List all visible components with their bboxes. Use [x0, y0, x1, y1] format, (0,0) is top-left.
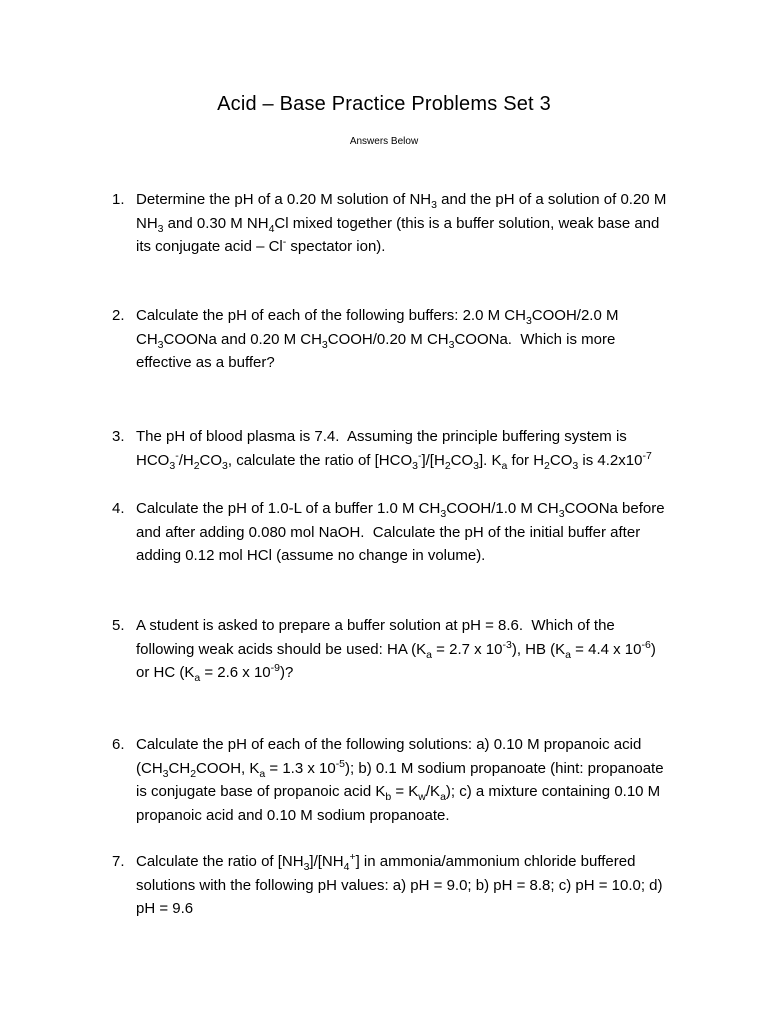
problem-number: 5.: [112, 617, 125, 634]
problem-3: [112, 425, 672, 472]
problem-text: A student is asked to prepare a buffer solution at pH = 8.6. Which of the following weak acids should be used: HA ($K_a = 2.7$ x $10^{-3}$), HB ($K_a = 4.4$ x $10^{-6}$) or HC ($K_a = 2.6$ x $10^{-9}$)?: [136, 617, 656, 685]
problem-text: Calculate the ratio of $[NH_3]/[NH_4^+]$ in ammonia/ammonium chloride buffered solutions with the following pH values: a) pH = 9.0; b) pH = 8.8; c) pH = 10.0; d) pH = 9.6: [136, 851, 663, 918]
problem-number: 4.: [112, 500, 125, 517]
page-subtitle: Answers Below: [349, 136, 419, 147]
problem-text: The pH of blood plasma is 7.4. Assuming the principle buffering system is $HCO_3^-/H_2CO_3$, calculate the ratio of $[HCO_3^-]/[H_2CO_3]$. $K_a$ for $H_2CO_3$ is $4.2x10^{-7}$: [136, 428, 652, 472]
problem-5: [112, 614, 672, 685]
problem-number: 2.: [112, 307, 125, 324]
problem-4: [112, 497, 672, 568]
problem-number: 6.: [112, 736, 125, 753]
problem-text: Calculate the pH of each of the following buffers: 2.0 M $CH_3COOH/2.0$ M $CH_3COONa$ and 0.20 M $CH_3COOH/0.20$ M $CH_3COONa$. Which is more effective as a buffer?: [136, 307, 619, 372]
problem-number: 1.: [112, 191, 125, 208]
problem-6: [112, 733, 672, 827]
problem-7: [112, 850, 672, 921]
problem-text: Calculate the pH of each of the following solutions: a) 0.10 M propanoic acid ($CH_3CH_2COOH$, $K_a = 1.3$ x $10^{-5}$); b) 0.1 M sodium propanoate (hint: propanoate is conjugate base of propanoic acid $K_b = K_w/K_a$); c) a mixture containing 0.10 M propanoic acid and 0.10 M sodium propanoate.: [136, 736, 664, 824]
problem-text: Determine the pH of a 0.20 M solution of $NH_3$ and the pH of a solution of 0.20 M $NH_3$ and 0.30 M $NH_4Cl$ mixed together (this is a buffer solution, weak base and its conjugate acid – Cl- spectator ion).: [136, 191, 667, 256]
problem-number: 3.: [112, 428, 125, 445]
problem-2: [112, 304, 672, 375]
problem-text: Calculate the pH of 1.0-L of a buffer 1.0 M $CH_3COOH/1.0$ M $CH_3COONa$ before and after adding 0.080 mol NaOH. Calculate the pH of the initial buffer after adding 0.12 mol HCl (assume no change in volume).: [136, 500, 665, 565]
problem-number: 7.: [112, 853, 125, 870]
page-title: Acid – Base Practice Problems Set 3: [217, 93, 551, 115]
problem-1: [112, 188, 672, 259]
